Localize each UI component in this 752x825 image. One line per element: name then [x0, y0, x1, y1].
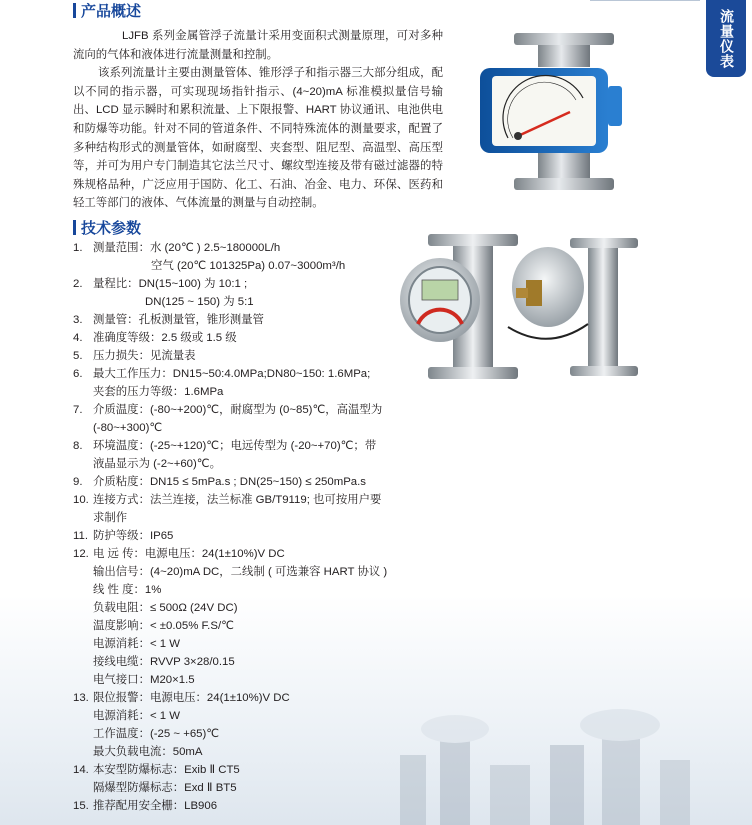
- spec-line: 输出信号：(4~20)mA DC，二线制 ( 可选兼容 HART 协议 ): [93, 566, 388, 578]
- spec-item: [73, 437, 423, 473]
- overview-paragraph-1: LJFB 系列金属管浮子流量计采用变面积式测量原理，可对多种流向的气体和液体进行流量测量和控制。: [73, 30, 443, 61]
- specs-list: [73, 239, 423, 815]
- spec-item: [73, 401, 423, 437]
- spec-number: 2.: [73, 278, 83, 290]
- spec-number: 1.: [73, 242, 83, 254]
- spec-line: 环境温度：(-25~+120)℃；电远传型为 (-20~+70)℃；带: [93, 440, 377, 452]
- specs-title-text: 技术参数: [81, 219, 142, 237]
- spec-line: 电气接口：M20×1.5: [93, 674, 195, 686]
- spec-line: 本安型防爆标志：Exib Ⅱ CT5: [93, 764, 240, 776]
- spec-number: 3.: [73, 314, 83, 326]
- spec-line: 防护等级：IP65: [93, 530, 174, 542]
- spec-line: 最大工作压力：DN15~50:4.0MPa;DN80~150: 1.6MPa;: [93, 368, 371, 380]
- spec-number: 6.: [73, 368, 83, 380]
- spec-number: 9.: [73, 476, 83, 488]
- spec-line: 限位报警：电源电压：24(1±10%)V DC: [93, 692, 290, 704]
- spec-line: 夹套的压力等级：1.6MPa: [93, 386, 224, 398]
- spec-line: 线 性 度：1%: [93, 584, 162, 596]
- spec-line: 测量管：孔板测量管，锥形测量管: [93, 314, 264, 326]
- spec-line: 负载电阻：≤ 500Ω (24V DC): [93, 602, 238, 614]
- spec-number: 8.: [73, 440, 83, 452]
- spec-item: [73, 689, 423, 761]
- spec-line: 电源消耗：< 1 W: [93, 638, 181, 650]
- spec-item: [73, 761, 423, 797]
- spec-line: 压力损失：见流量表: [93, 350, 196, 362]
- spec-item: [73, 329, 423, 347]
- spec-line: 求制作: [93, 512, 128, 524]
- spec-line: 温度影响：< ±0.05% F.S/℃: [93, 620, 234, 632]
- spec-number: 11.: [73, 530, 88, 542]
- spec-number: 4.: [73, 332, 83, 344]
- spec-line: 推荐配用安全栅：LB906: [93, 800, 218, 812]
- spec-item: [73, 365, 423, 401]
- spec-number: 7.: [73, 404, 83, 416]
- spec-line: 液晶显示为 (-2~+60)℃。: [93, 458, 221, 470]
- spec-number: 13.: [73, 692, 89, 704]
- spec-line: 电源消耗：< 1 W: [93, 710, 181, 722]
- spec-line: DN(125 ~ 150) 为 5:1: [145, 296, 254, 308]
- spec-line: 连接方式：法兰连接，法兰标准 GB/T9119; 也可按用户要: [93, 494, 382, 506]
- spec-number: 5.: [73, 350, 83, 362]
- spec-line: (-80~+300)℃: [93, 422, 163, 434]
- spec-line: 工作温度：(-25 ~ +65)℃: [93, 728, 220, 740]
- factory-background-image: [380, 685, 720, 825]
- spec-item: [73, 491, 423, 527]
- spec-item: [73, 797, 423, 815]
- spec-line: 最大负载电流：50mA: [93, 746, 203, 758]
- spec-line: 介质粘度：DN15 ≤ 5mPa.s ; DN(25~150) ≤ 250mPa.s: [93, 476, 366, 488]
- spec-line: 介质温度：(-80~+200)℃，耐腐型为 (0~85)℃，高温型为: [93, 404, 383, 416]
- title-bar-icon: [73, 220, 76, 235]
- spec-line: 电 远 传：电源电压：24(1±10%)V DC: [93, 548, 285, 560]
- overview-title-text: 产品概述: [81, 2, 142, 20]
- specs-section-title: [73, 217, 141, 238]
- spec-number: 12.: [73, 548, 89, 560]
- overview-paragraph-2: 该系列流量计主要由测量管体、锥形浮子和指示器三大部分组成，配以不同的指示器，可实现现场指针指示、(4~20)mA 标准模拟量信号输出、LCD 显示瞬时和累积流量、上下限报警、HART 协议通讯、电池供电和防爆等功能。针对不同的管道条件、不同特殊流体的测量要求，配置了多种结构形式的测量管体，如耐腐型、夹套型、阻尼型、高温型、高压型等，并可为用户专门制造其它法兰尺寸、螺纹型连接及带有磁过滤器的特殊规格品种，广泛应用于国防、化工、石油、冶金、电力、环保、医药和轻工等部门的液体、气体流量的测量与自动控制。: [73, 67, 443, 210]
- category-side-tab-label: 流量仪表: [718, 8, 734, 69]
- product-image-flowmeter-pointer: [478, 28, 633, 198]
- spec-number: 10.: [73, 494, 89, 506]
- spec-number: 15.: [73, 800, 89, 812]
- product-image-flowmeter-lcd: [398, 232, 650, 382]
- header-rule: [590, 0, 700, 1]
- title-bar-icon: [73, 3, 76, 18]
- spec-line: 准确度等级：2.5 级或 1.5 级: [93, 332, 237, 344]
- spec-item: [73, 311, 423, 329]
- spec-item: [73, 275, 423, 311]
- spec-line: 量程比：DN(15~100) 为 10:1 ;: [93, 278, 248, 290]
- spec-item: [73, 239, 423, 275]
- spec-line: 隔爆型防爆标志：Exd Ⅱ BT5: [93, 782, 237, 794]
- spec-item: [73, 545, 423, 689]
- overview-section-title: [73, 0, 141, 21]
- spec-line: 空气 (20℃ 101325Pa) 0.07~3000m³/h: [151, 260, 346, 272]
- spec-line: 接线电缆：RVVP 3×28/0.15: [93, 656, 235, 668]
- spec-item: [73, 347, 423, 365]
- spec-item: [73, 473, 423, 491]
- spec-number: 14.: [73, 764, 89, 776]
- overview-text: [73, 27, 443, 213]
- spec-line: 测量范围：水 (20℃ ) 2.5~180000L/h: [93, 242, 281, 254]
- spec-item: [73, 527, 423, 545]
- category-side-tab: [706, 0, 746, 77]
